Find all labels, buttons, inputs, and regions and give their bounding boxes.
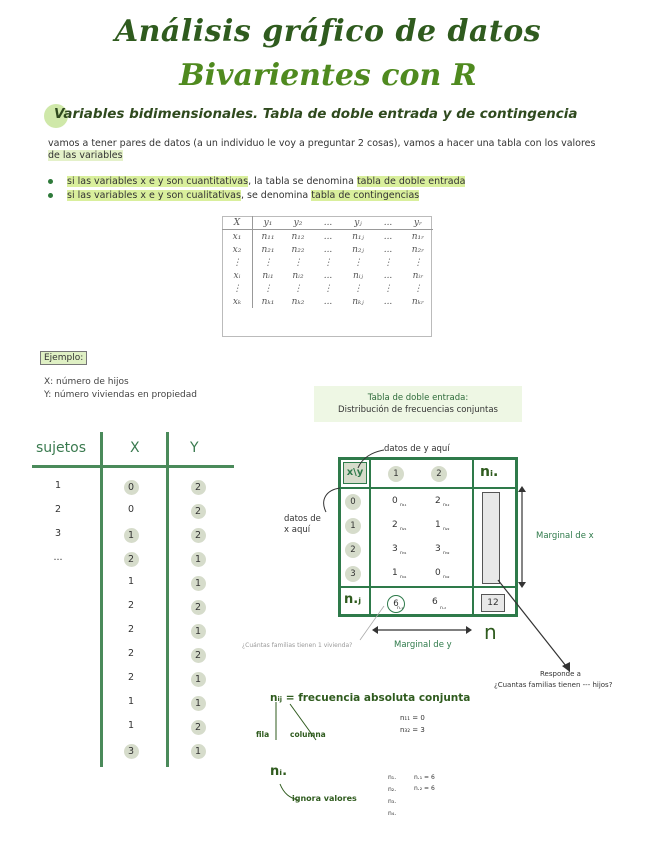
subjects-header: sujetos: [36, 440, 87, 456]
n-list-1: n₁.: [388, 774, 397, 781]
y-header: Y: [190, 440, 199, 456]
n-list-4: n₄.: [388, 810, 397, 817]
n-total-label: n: [484, 620, 497, 644]
subject-x: 0: [119, 480, 143, 495]
marginal-y-label: Marginal de y: [394, 640, 452, 650]
subject-y: 1: [186, 744, 210, 759]
bullet-qualitative: si las variables x e y son cualitativas, se denomina tabla de contingencias: [48, 190, 419, 201]
contingency-cell-subscript: n₂₂: [443, 527, 450, 532]
notation-head: ...: [313, 216, 343, 230]
notation-cell: ...: [383, 296, 393, 307]
subject-id: ...: [53, 552, 63, 563]
notation-cell: ⋮: [263, 283, 273, 294]
notation-head: X: [222, 216, 253, 230]
subject-x: 3: [119, 744, 143, 759]
notation-cell: ⋮: [383, 283, 393, 294]
bullet-quantitative: si las variables x e y son cuantitativas, la tabla se denomina tabla de doble entrada: [48, 176, 465, 187]
arrow-responde: [498, 580, 566, 666]
notation-cell: ⋮: [263, 257, 273, 268]
n-list-2: n₂.: [388, 786, 397, 793]
notation-cell: ⋮: [323, 283, 333, 294]
subject-y: 2: [186, 648, 210, 663]
contingency-cell-subscript: n₃₂: [443, 551, 450, 556]
subject-y: 2: [186, 480, 210, 495]
subject-x: 2: [127, 672, 135, 683]
notation-cell: ⋮: [413, 283, 423, 294]
subject-id: 2: [54, 504, 62, 515]
subject-x: 2: [127, 624, 135, 635]
subject-x: 2: [127, 600, 135, 611]
row-head: 1: [345, 518, 361, 534]
datos-x-annotation-2: x aquí: [284, 525, 311, 535]
n-val-1: n.₁ = 6: [414, 774, 435, 781]
notation-cell: n₂ᵣ: [411, 244, 425, 255]
grand-total: 12: [481, 594, 505, 612]
arrow-datos-x: [324, 488, 340, 512]
datos-y-annotation: datos de y aquí: [384, 444, 450, 454]
notation-cell: ...: [323, 296, 333, 307]
notation-cell: nᵢ₂: [292, 270, 304, 281]
ignora-valores-label: ignora valores: [292, 794, 357, 803]
notation-cell: ⋮: [293, 283, 303, 294]
contingency-cell: 0: [435, 568, 441, 578]
contingency-cell-subscript: n₃₁: [400, 551, 407, 556]
example-label: Ejemplo:: [40, 351, 87, 365]
notation-cell: ...: [323, 270, 333, 281]
notation-cell: x₁: [222, 230, 253, 244]
intro-line-2: de las variables: [48, 150, 123, 161]
contingency-cell: 3: [435, 544, 441, 554]
notation-cell: n₂ⱼ: [352, 244, 364, 255]
notation-cell: nᵢᵣ: [412, 270, 424, 281]
contingency-cell-subscript: n₄₁: [400, 575, 407, 580]
notation-cell: ...: [323, 231, 333, 242]
fila-label: fila: [256, 730, 270, 739]
nij-definition: nᵢⱼ = frecuencia absoluta conjunta: [270, 692, 471, 704]
table-type-subtitle: Distribución de frecuencias conjuntas: [338, 405, 498, 415]
notation-cell: x₂: [222, 243, 253, 256]
page-title: Análisis gráfico de datos: [114, 14, 542, 49]
notation-head: y₁: [253, 216, 284, 230]
subject-x: 1: [119, 528, 143, 543]
notation-cell: n₁₂: [291, 231, 305, 242]
notation-cell: ⋮: [413, 257, 423, 268]
table-type-title: Tabla de doble entrada:: [367, 393, 469, 403]
contingency-cell: 0: [392, 496, 398, 506]
col-head-1: 1: [388, 466, 404, 482]
responde-question: ¿Cuantas familias tienen --- hijos?: [494, 681, 613, 689]
contingency-corner: x\y: [343, 462, 367, 484]
columna-label: columna: [290, 730, 326, 739]
notation-cell: nᵢⱼ: [353, 270, 363, 281]
subject-y: 2: [186, 504, 210, 519]
n-val-2: n.₂ = 6: [414, 785, 435, 792]
col-marginal-sub-1: n.₁: [397, 606, 404, 611]
datos-x-annotation-1: datos de: [284, 514, 321, 524]
subject-x: 1: [127, 696, 135, 707]
row-head: 0: [345, 494, 361, 510]
col-head-2: 2: [431, 466, 447, 482]
col-marginal-2: 6: [432, 597, 438, 607]
row-head: 2: [345, 542, 361, 558]
subject-x: 2: [127, 648, 135, 659]
notation-cell: xᵢ: [222, 269, 253, 282]
notation-cell: xₖ: [222, 295, 253, 308]
notation-cell: ⋮: [293, 257, 303, 268]
subject-y: 1: [186, 696, 210, 711]
notation-cell: nₖᵣ: [411, 296, 425, 307]
notation-cell: ...: [383, 244, 393, 255]
subject-x: 1: [127, 576, 135, 587]
notation-head: ...: [373, 216, 403, 230]
notation-cell: ⋮: [323, 257, 333, 268]
subject-x: 1: [127, 720, 135, 731]
notation-cell: ...: [323, 244, 333, 255]
subject-y: 1: [186, 672, 210, 687]
subject-id: 3: [54, 528, 62, 539]
notation-cell: ⋮: [353, 257, 363, 268]
responde-label: Responde a: [540, 670, 581, 678]
section-title: Variables bidimensionales. Tabla de doble entrada y de contingencia: [54, 106, 578, 122]
subject-y: 1: [186, 576, 210, 591]
example-n32: n₃₂ = 3: [400, 726, 425, 734]
subject-y: 1: [186, 552, 210, 567]
contingency-cell-subscript: n₄₂: [443, 575, 450, 580]
notation-cell: nₖ₁: [261, 296, 275, 307]
subject-id: 1: [54, 480, 62, 491]
notation-cell: ...: [383, 270, 393, 281]
intro-line-1: vamos a tener pares de datos (a un individuo le voy a preguntar 2 cosas), vamos a hacer una tabla con los valores: [48, 138, 596, 149]
notation-cell: n₂₂: [291, 244, 305, 255]
row-head: 3: [345, 566, 361, 582]
notation-cell: n₂₁: [261, 244, 275, 255]
col-marginal-head: n.ⱼ: [344, 592, 362, 607]
contingency-cell: 1: [435, 520, 441, 530]
notation-cell: ⋮: [222, 256, 253, 269]
x-header: X: [130, 440, 140, 456]
contingency-cell-subscript: n₂₁: [400, 527, 407, 532]
contingency-cell: 2: [392, 520, 398, 530]
page-subtitle: Bivarientes con R: [179, 58, 477, 93]
example-n11: n₁₁ = 0: [400, 714, 425, 722]
notation-cell: n₁ⱼ: [352, 231, 364, 242]
arrow-datos-y: [358, 450, 384, 468]
subject-x: 2: [119, 552, 143, 567]
contingency-cell-subscript: n₁₂: [443, 503, 450, 508]
col-marginal-1: 6: [387, 595, 405, 613]
notation-cell: ...: [383, 231, 393, 242]
notation-head: yⱼ: [343, 216, 373, 230]
notation-cell: n₁ᵣ: [411, 231, 425, 242]
contingency-cell: 3: [392, 544, 398, 554]
ni-dot-label: nᵢ.: [270, 764, 288, 779]
contingency-cell: 2: [435, 496, 441, 506]
notation-cell: ⋮: [353, 283, 363, 294]
notation-cell: nᵢ₁: [262, 270, 274, 281]
row-marginal-head: nᵢ.: [480, 464, 499, 480]
marginal-x-label: Marginal de x: [536, 531, 594, 541]
notation-cell: ⋮: [383, 257, 393, 268]
n-list-3: n₃.: [388, 798, 397, 805]
y-description: Y: número viviendas en propiedad: [44, 390, 197, 400]
arrow-cuantas: [360, 606, 384, 640]
notation-head: yᵣ: [403, 216, 433, 230]
notation-cell: ⋮: [222, 282, 253, 295]
subject-y: 1: [186, 624, 210, 639]
subject-x: 0: [127, 504, 135, 515]
subject-y: 2: [186, 600, 210, 615]
cuantas-viviendas-note: ¿Cuántas familias tienen 1 vivienda?: [242, 642, 353, 649]
notation-head: y₂: [283, 216, 313, 230]
notation-cell: nₖ₂: [291, 296, 305, 307]
x-description: X: número de hijos: [44, 377, 129, 387]
notation-cell: nₖⱼ: [352, 296, 364, 307]
subject-y: 2: [186, 720, 210, 735]
contingency-cell: 1: [392, 568, 398, 578]
contingency-cell-subscript: n₁₁: [400, 503, 407, 508]
subject-y: 2: [186, 528, 210, 543]
notation-cell: n₁₁: [261, 231, 275, 242]
col-marginal-sub-2: n.₂: [440, 606, 447, 611]
